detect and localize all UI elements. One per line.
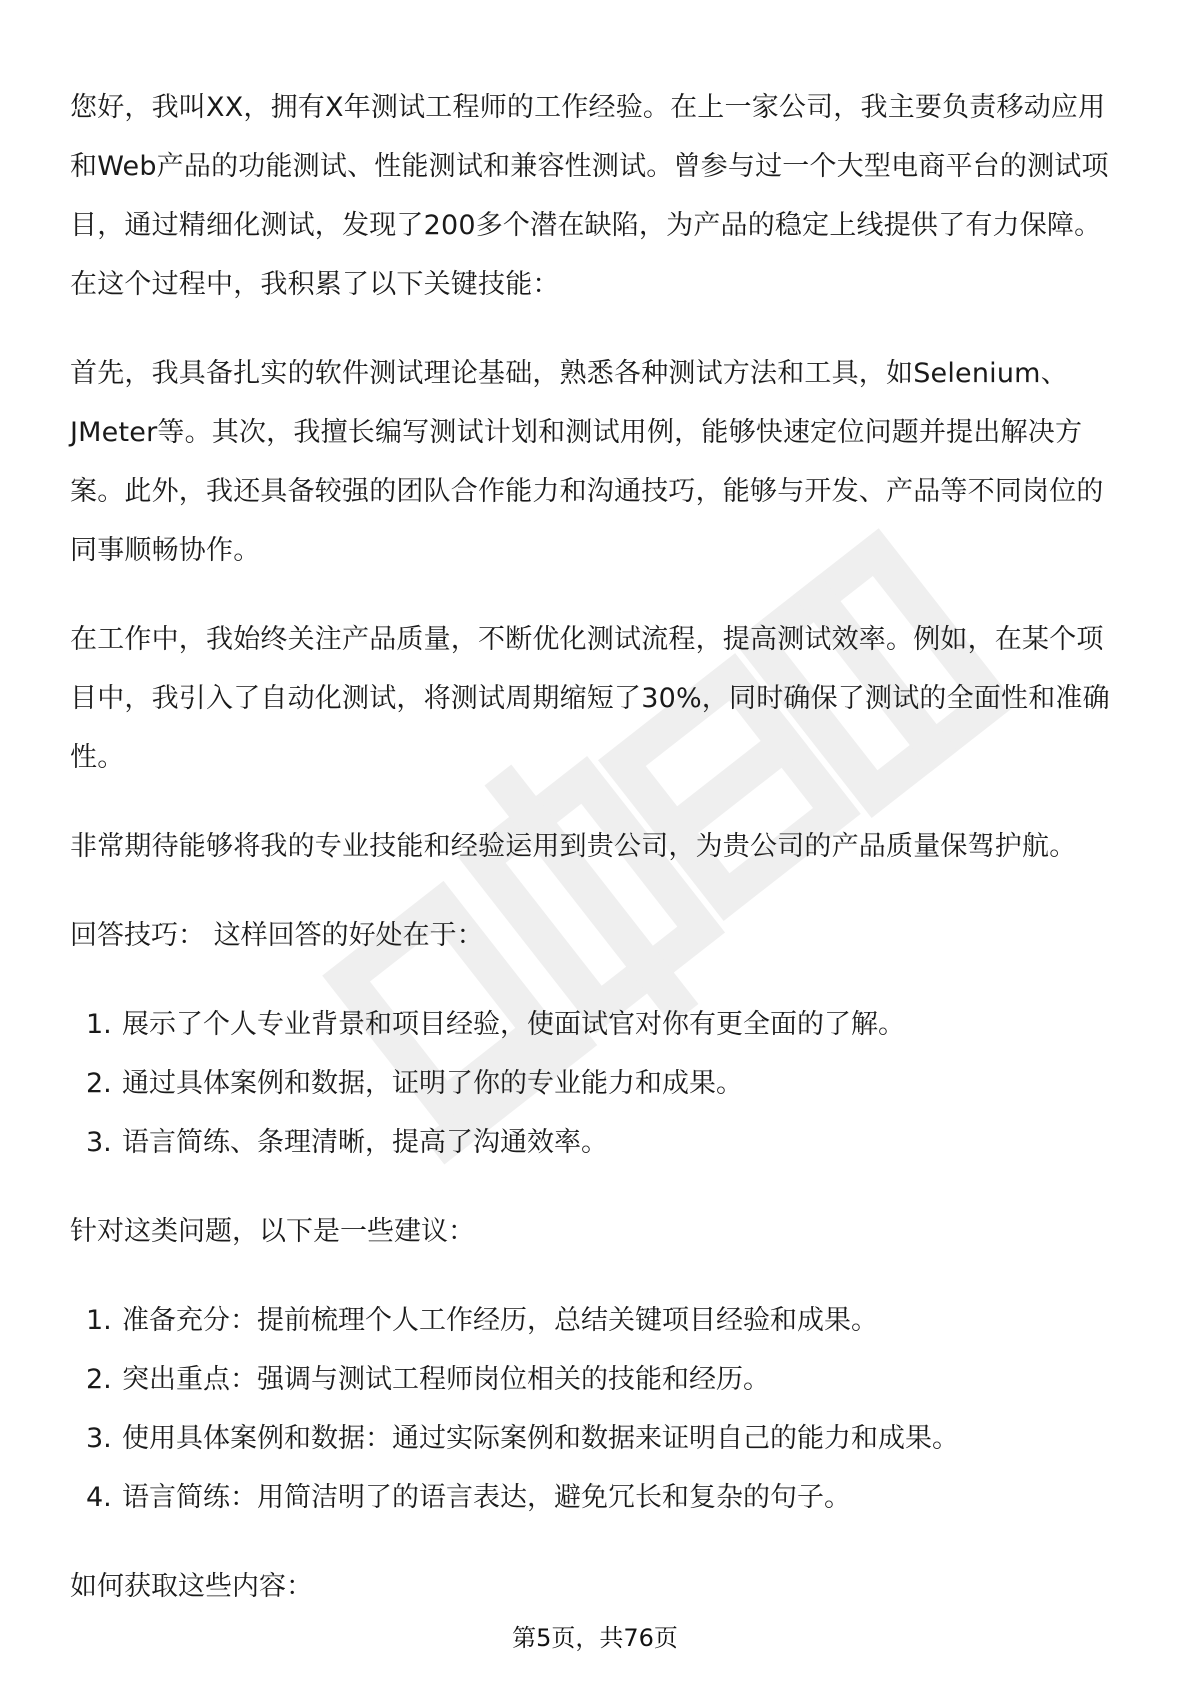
- list-item-number: 1.: [86, 1009, 112, 1040]
- list-item-number: 3.: [86, 1423, 112, 1454]
- answer-tips-list: [70, 995, 1120, 1172]
- list-item-number: 3.: [86, 1127, 112, 1158]
- suggestions-heading: 针对这类问题，以下是一些建议：: [70, 1216, 475, 1247]
- list-item-number: 4.: [86, 1482, 112, 1513]
- list-item-text: 展示了个人专业背景和项目经验，使面试官对你有更全面的了解。: [122, 1009, 905, 1040]
- list-item: [70, 995, 1120, 1054]
- suggestions-list: [70, 1291, 1120, 1527]
- list-item-text: 通过具体案例和数据，证明了你的专业能力和成果。: [122, 1068, 743, 1099]
- work-paragraph: 在工作中，我始终关注产品质量，不断优化测试流程，提高测试效率。例如，在某个项目中，我引入了自动化测试，将测试周期缩短了30%，同时确保了测试的全面性和准确性。: [70, 624, 1110, 773]
- closing-paragraph: 非常期待能够将我的专业技能和经验运用到贵公司，为贵公司的产品质量保驾护航。: [70, 831, 1077, 862]
- how-to-obtain-heading: 如何获取这些内容：: [70, 1571, 313, 1602]
- list-item: [70, 1291, 1120, 1350]
- list-item-text: 突出重点：强调与测试工程师岗位相关的技能和经历。: [122, 1364, 770, 1395]
- list-item-text: 准备充分：提前梳理个人工作经历，总结关键项目经验和成果。: [122, 1305, 878, 1336]
- list-item-number: 2.: [86, 1364, 112, 1395]
- list-item: [70, 1409, 1120, 1468]
- list-item-number: 1.: [86, 1305, 112, 1336]
- list-item: [70, 1350, 1120, 1409]
- list-item: [70, 1054, 1120, 1113]
- answer-tips-heading: 回答技巧： 这样回答的好处在于：: [70, 920, 484, 951]
- list-item: [70, 1113, 1120, 1172]
- document-body: [70, 78, 1120, 1646]
- list-item-text: 语言简练：用简洁明了的语言表达，避免冗长和复杂的句子。: [122, 1482, 851, 1513]
- list-item: [70, 1468, 1120, 1527]
- page-number-footer: 第5页，共76页: [512, 1624, 678, 1652]
- list-item-number: 2.: [86, 1068, 112, 1099]
- list-item-text: 语言简练、条理清晰，提高了沟通效率。: [122, 1127, 608, 1158]
- list-item-text: 使用具体案例和数据：通过实际案例和数据来证明自己的能力和成果。: [122, 1423, 959, 1454]
- intro-paragraph: 您好，我叫XX，拥有X年测试工程师的工作经验。在上一家公司，我主要负责移动应用和Web产品的功能测试、性能测试和兼容性测试。曾参与过一个大型电商平台的测试项目，通过精细化测试，发现了200多个潜在缺陷，为产品的稳定上线提供了有力保障。在这个过程中，我积累了以下关键技能：: [70, 92, 1109, 300]
- skills-paragraph: 首先，我具备扎实的软件测试理论基础，熟悉各种测试方法和工具，如Selenium、JMeter等。其次，我擅长编写测试计划和测试用例，能够快速定位问题并提出解决方案。此外，我还具备较强的团队合作能力和沟通技巧，能够与开发、产品等不同岗位的同事顺畅协作。: [70, 358, 1104, 566]
